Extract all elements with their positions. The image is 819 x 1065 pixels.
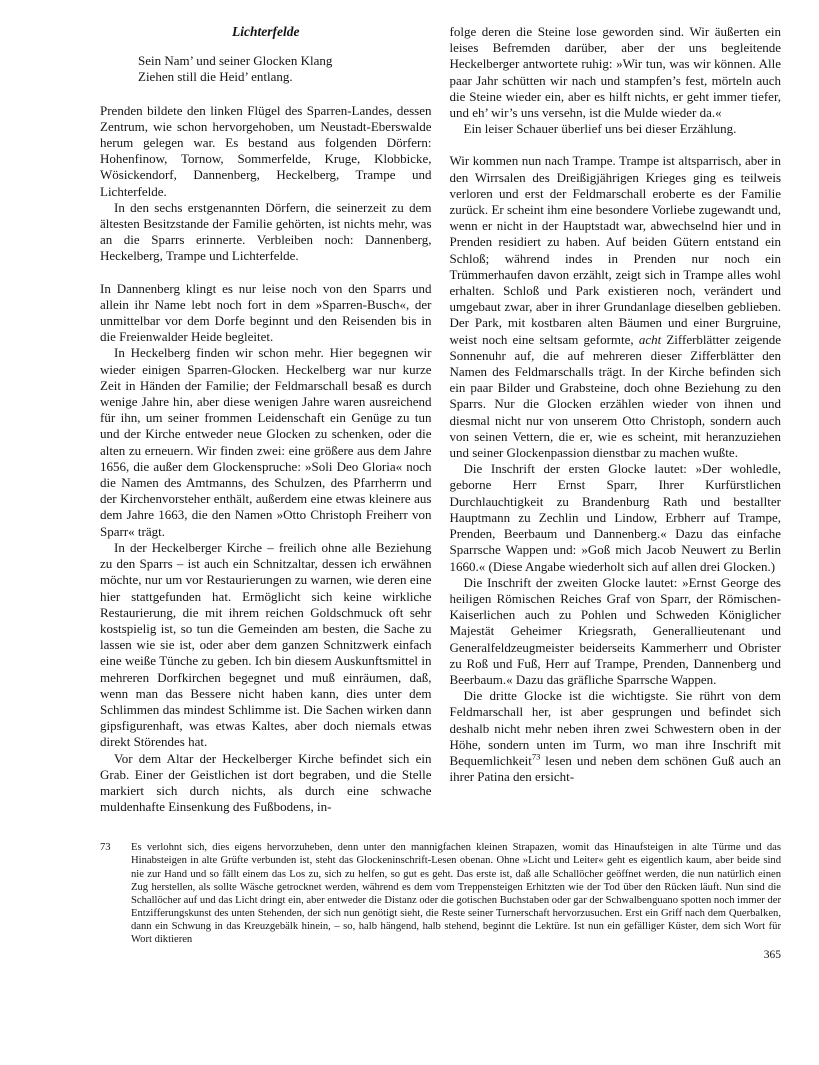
- footnote-text: Es verlohnt sich, dies eigens hervorzuheben, denn unter den mannigfachen kleinen Strapazen, womit das Hinaufsteigen in alte Türme und das Hinabsteigen in alte Grüfte verbunden ist, steht das Glockeninschrift-Lesen obenan. Ohne »Licht und Leiter« geht es eigentlich kaum, aber beide sind nie zur Hand und so fällt einem das Los zu, sich zu helfen, so gut es geht. Das erste ist, daß alle Schallöcher geöffnet werden, die nun natürlich einen Zug herstellen, als sollte Wäsche getrocknet werden, während es dem vom Treppensteigen Erhitzten wie der Tod über den Rücken läuft. Nun sind die Schallöcher auf und das Licht dringt ein, aber entweder die Distanz oder die gotischen Buchstaben oder gar der Schwalbenguano spotten noch immer der Entzifferungskunst des unten Stehenden, der sich nun genötigt sieht, die Reste seiner Turnerschaft hervorzusuchen. Erst ein Griff nach dem Querbalken, dann ein Schwung in das Kreuzgebälk hinein, – so, halb hängend, halb stehend, beginnt die Lektüre. Ist nun ein gefälliger Küster, dem sich Wort für Wort diktieren: [131, 842, 781, 945]
- paragraph: Die Inschrift der ersten Glocke lautet: »Der wohledle, geborne Herr Ernst Sparr, Ihrer Kurfürstlichen Durchlauchtigkeit zu Brandenburg Rath und bestallter Hauptmann zu Zechlin und Lindow, Erbherr auf Trampe, Prenden, Beerbaum und Dannenberg.« Dazu das einfache Sparrsche Wappen und: »Goß mich Jacob Neuwert zu Berlin 1660.« (Diese Angabe wiederholt sich auf allen drei Glocken.): [449, 461, 781, 574]
- footnote-number: 73: [100, 842, 111, 854]
- footnote: [100, 841, 781, 946]
- italic-word: acht: [638, 331, 662, 347]
- paragraph-text: Die dritte Glocke ist die wichtigste. Sie rührt von dem Feldmarschall her, ist aber gesprungen und befindet sich deshalb nicht mehr neben ihren zwei Schwestern oben in der Höhe, sondern unten im Turm, wo man ihre Inschrift mit Bequemlichkeit: [449, 688, 781, 768]
- paragraph: Die Inschrift der zweiten Glocke lautet: »Ernst George des heiligen Römischen Reiches Graf von Sparr, der Römischen-Kaiserlichen auch zu Pohlen und Schweden Königlicher Majestät Geheimer Kriegsrath, Generallieutenant und Generalfeldzeugmeister beiderseits Kammerherr und Obrister zu Roß und Fuß, Herr auf Trampe, Prenden, Dannenberg und Beerbaum.« Dazu das gräfliche Sparrsche Wappen.: [449, 574, 781, 687]
- paragraph: In den sechs erstgenannten Dörfern, die seinerzeit zu dem ältesten Besitzstande der Familie gehörten, ist nichts mehr, was an die Sparrs erinnerte. Verbleiben noch: Dannenberg, Heckelberg, Trampe und Lichterfelde.: [100, 199, 432, 264]
- paragraph: Vor dem Altar der Heckelberger Kirche befindet sich ein Grab. Einer der Geistlichen ist dort begraben, und die Stelle markiert sich durch nichts, als durch eine schwache muldenhafte Einsenkung des Fußbodens, in-: [100, 750, 432, 815]
- footnote-ref: 73: [531, 751, 541, 762]
- paragraph: [450, 688, 782, 785]
- paragraph: [450, 153, 782, 461]
- text-columns: [100, 24, 781, 815]
- paragraph: In Dannenberg klingt es nur leise noch von den Sparrs und allein ihr Name lebt noch fort in dem »Sparren-Busch«, der unmittelbar vor dem Dorfe beginnt und den Reisenden bis in die Freienwalder Heide begleitet.: [100, 280, 432, 345]
- paragraph: folge deren die Steine lose geworden sind. Wir äußerten ein leises Befremden darüber, aber der uns begleitende Heckelberger antwortete ruhig: »Wir tun, was wir können. Alle paar Jahr schütten wir nach und stampfen’s fest, mörteln auch die Steine wieder ein, aber es hilft nichts, er geht immer tiefer, und eh’ wir’s uns versehn, ist die Mulde wieder da.«: [449, 24, 781, 121]
- column-left: [100, 24, 432, 815]
- verse-line: Ziehen still die Heid’ entlang.: [138, 69, 293, 85]
- chapter-title: Lichterfelde: [232, 24, 300, 39]
- column-right: [450, 24, 782, 815]
- paragraph: In der Heckelberger Kirche – freilich ohne alle Beziehung zu den Sparrs – ist auch ein Schnitzaltar, dessen ich erwähnen möchte, nur um vor Restaurierungen zu warnen, wie deren eine hier stattgefunden hat. Ermöglicht sich keine wirkliche Restaurierung, die mit ihrem reichen Goldschmuck oft sehr kostspielig ist, so tun die Gemeinden am besten, die Sache zu lassen wie sie ist, oder aber dem ganzen Schnitzwerk einfach eine weiße Tünche zu geben. Ich bin diesem Auskunftsmittel in mehreren Dorfkirchen begegnet und muß einräumen, daß, wenn man das Bessere nicht haben kann, dies unter dem Schlimmen das mindest Schlimme ist. Die Sachen wirken dann gipsfigurenhaft, was etwas Kaltes, aber doch niemals etwas direkt Störendes hat.: [100, 539, 432, 750]
- paragraph: Prenden bildete den linken Flügel des Sparren-Landes, dessen Zentrum, wie schon hervorgehoben, um Neustadt-Eberswalde herum gelegen war. Es bestand aus folgenden Dörfern: Hohenfinow, Tornow, Sommerfelde, Kruge, Klobbicke, Wösickendorf, Dannenberg, Heckelberg, Trampe und Lichterfelde.: [100, 102, 432, 199]
- verse-line: Sein Nam’ und seiner Glocken Klang: [138, 53, 333, 69]
- paragraph: Ein leiser Schauer überlief uns bei dieser Erzählung.: [463, 121, 737, 137]
- page-number: 365: [763, 949, 781, 962]
- paragraph-text: Zifferblätter zeigende Sonnenuhr auf, die auf mehreren dieser Zifferblätter den Namen des Feldmarschalls trägt. In der Kirche befinden sich ein paar Bilder und Grabsteine, doch ohne Beziehung zu den Sparrs. Nur die Glocken erzählen wieder von ihnen und diesmal nicht nur von unserem Otto Christoph, sondern auch von seinen Vettern, die er, wie es scheint, mit heranzuziehen und seiner Glockenpassion dienstbar zu machen wußte.: [449, 331, 781, 461]
- paragraph: In Heckelberg finden wir schon mehr. Hier begegnen wir wieder einigen Sparren-Glocken. Heckelberg war nur kurze Zeit in Händen der Familie; der Feldmarschall besaß es durch wenige Jahre hin, aber diese wenigen Jahre waren ausreichend für ihn, um seiner frommen Leidenschaft ein Genüge zu tun und der Kirche entweder neue Glocken zu schenken, oder die alten zu erneuern. Wir finden zwei: eine größere aus dem Jahre 1656, die außer dem Glockenspruche: »Soli Deo Gloria« noch die Namen des Amtmanns, des Schulzen, des Pfarrherrn und der Kirchenvorsteher enthält, außerdem eine etwas kleinere aus dem Jahre 1663, die den Namen »Otto Christoph Freiherr von Sparr« trägt.: [100, 345, 432, 539]
- paragraph-text: lesen und neben dem schönen Guß auch an ihrer Patina den ersicht-: [449, 752, 781, 785]
- paragraph-text: Wir kommen nun nach Trampe. Trampe ist altsparrisch, aber in den Wirrsalen des Dreißigjährigen Krieges ging es teilweis verloren und erst der Feldmarschall eroberte es der Familie zurück. Er scheint ihm eine besondere Vorliebe zugewandt und, wenn er nicht in der Hauptstadt war, abwechselnd hier und in Prenden residiert zu haben. Auf beiden Gütern entstand ein Schloß; während indes in Prenden nur noch ein Trümmerhaufen davon erzählt, zeigt sich in Trampe alles wohl erhalten. Schloß und Park existieren noch, verändert und umgebaut zwar, aber in ihrer Grundanlage dieselben geblieben. Der Park, mit kostbaren alten Bäumen und einer Burgruine, weist noch eine seltsam geformte,: [449, 153, 781, 347]
- epigraph-verse: [138, 53, 432, 85]
